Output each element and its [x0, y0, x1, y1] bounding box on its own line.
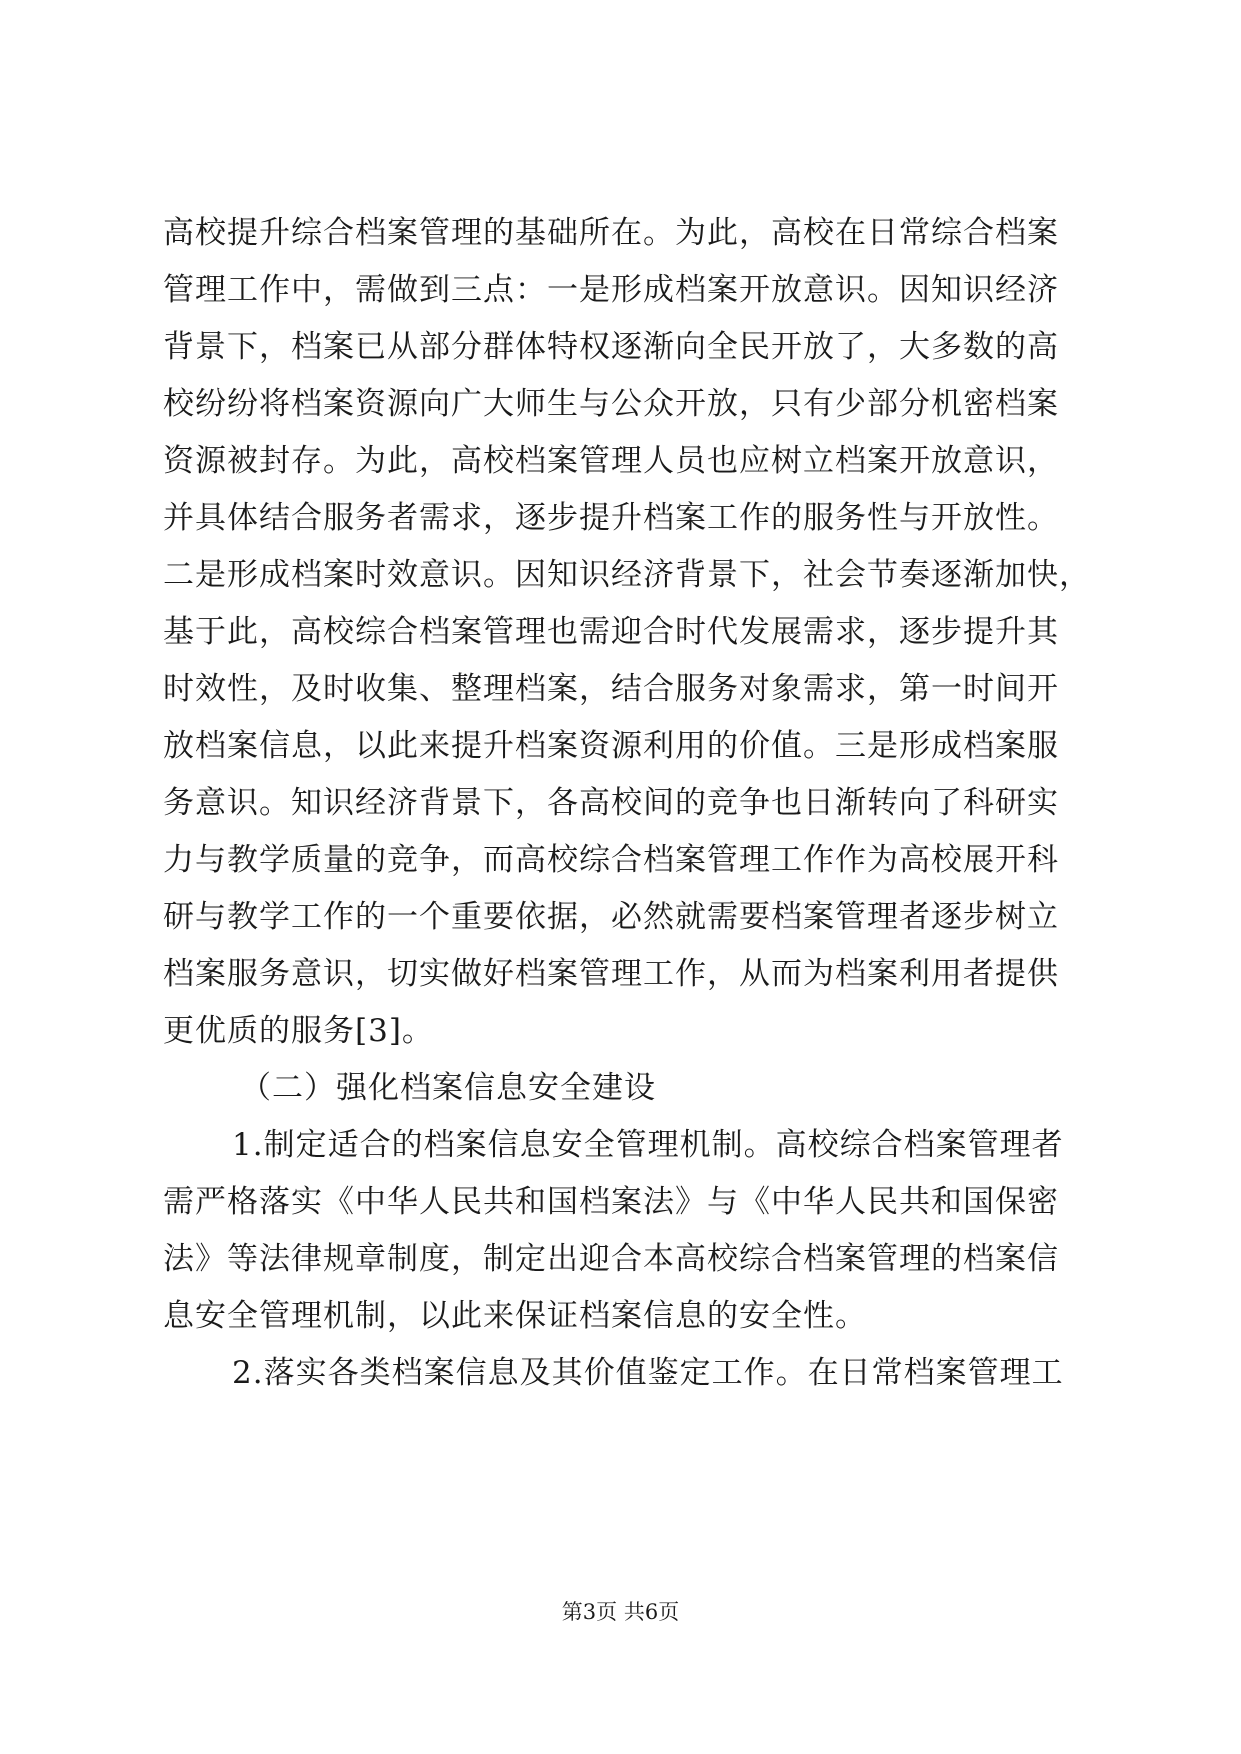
- body-line: 息安全管理机制，以此来保证档案信息的安全性。: [163, 1298, 867, 1334]
- body-line: 二是形成档案时效意识。因知识经济背景下，社会节奏逐渐加快，: [163, 557, 1091, 593]
- body-line: 放档案信息，以此来提升档案资源利用的价值。三是形成档案服: [163, 728, 1059, 764]
- body-line: 时效性，及时收集、整理档案，结合服务对象需求，第一时间开: [163, 671, 1059, 707]
- body-line: 务意识。知识经济背景下，各高校间的竞争也日渐转向了科研实: [163, 785, 1059, 821]
- body-line: 高校提升综合档案管理的基础所在。为此，高校在日常综合档案: [163, 215, 1059, 251]
- body-line: 管理工作中，需做到三点：一是形成档案开放意识。因知识经济: [163, 272, 1059, 308]
- body-line: 校纷纷将档案资源向广大师生与公众开放，只有少部分机密档案: [163, 386, 1059, 422]
- body-line: 资源被封存。为此，高校档案管理人员也应树立档案开放意识，: [163, 443, 1059, 479]
- body-line: 背景下，档案已从部分群体特权逐渐向全民开放了，大多数的高: [163, 329, 1059, 365]
- body-line: 并具体结合服务者需求，逐步提升档案工作的服务性与开放性。: [163, 500, 1059, 536]
- section-heading: （二）强化档案信息安全建设: [240, 1070, 656, 1106]
- body-line: 需严格落实《中华人民共和国档案法》与《中华人民共和国保密: [163, 1184, 1059, 1220]
- body-line: 档案服务意识，切实做好档案管理工作，从而为档案利用者提供: [163, 956, 1059, 992]
- body-line: 更优质的服务[3]。: [163, 1013, 434, 1049]
- body-line: 2.落实各类档案信息及其价值鉴定工作。在日常档案管理工: [232, 1355, 1064, 1391]
- body-line: 法》等法律规章制度，制定出迎合本高校综合档案管理的档案信: [163, 1241, 1059, 1277]
- body-line: 1.制定适合的档案信息安全管理机制。高校综合档案管理者: [232, 1127, 1064, 1163]
- body-line: 力与教学质量的竞争，而高校综合档案管理工作作为高校展开科: [163, 842, 1059, 878]
- page-number-footer: 第3页 共6页: [561, 1600, 680, 1624]
- body-line: 研与教学工作的一个重要依据，必然就需要档案管理者逐步树立: [163, 899, 1059, 935]
- body-line: 基于此，高校综合档案管理也需迎合时代发展需求，逐步提升其: [163, 614, 1059, 650]
